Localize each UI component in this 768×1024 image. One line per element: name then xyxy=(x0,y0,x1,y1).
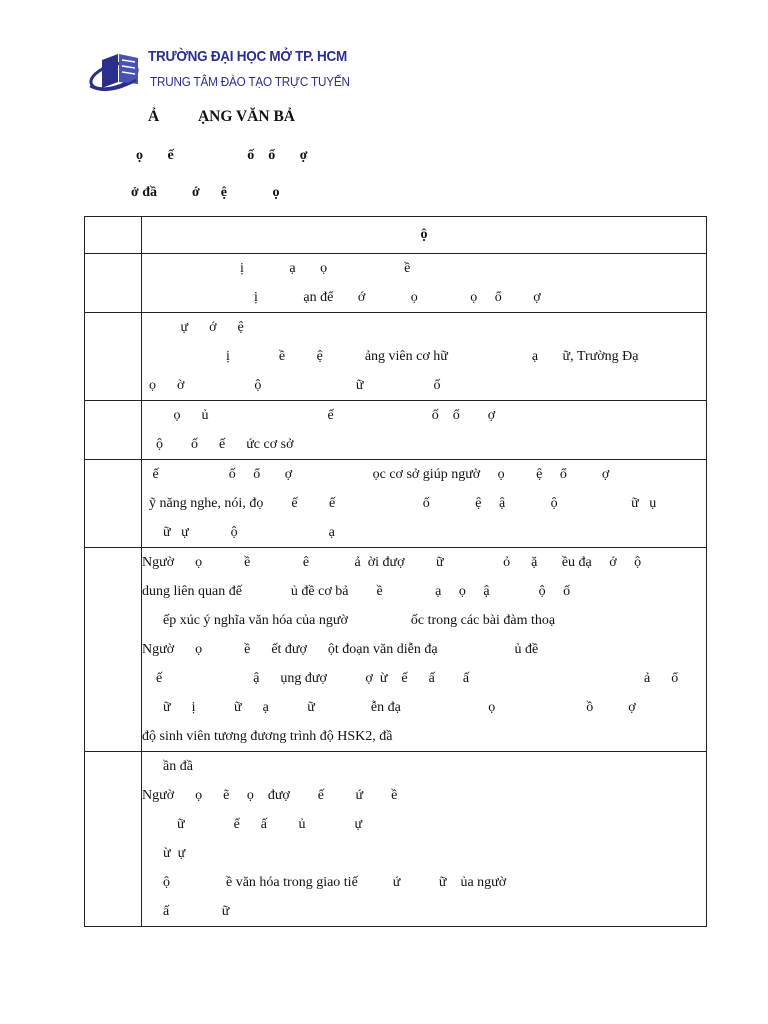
table-cell xyxy=(85,752,142,927)
table-line: ị ạn để ớ ọ ọ ổ ợ xyxy=(142,290,541,305)
table-cell xyxy=(142,254,707,313)
table-cell xyxy=(142,752,707,927)
table-line: ị ạ ọ ề xyxy=(142,261,411,276)
table-header-cell xyxy=(142,217,707,254)
university-logo xyxy=(88,42,350,98)
table-line: ế ố ổ ợ ọc cơ sở giúp ngườ ọ ệ ổ ợ xyxy=(142,467,610,482)
table-line: ữ ự ộ ạ xyxy=(142,525,335,540)
table-line: ữ ế ấ ủ ự xyxy=(142,817,363,832)
table-line: ộ ề văn hóa trong giao tiế ứ ữ ủa ngườ xyxy=(142,875,507,890)
table-line: ự ớ ệ xyxy=(142,320,244,335)
table-line: ỹ năng nghe, nói, đọ ế ế ố ệ ậ ộ ữ ụ xyxy=(142,496,657,511)
table-line: ọ ờ ộ ữ ố xyxy=(142,378,441,393)
table-row xyxy=(85,460,707,548)
document-title: Ả ẠNG VĂN BẢ xyxy=(148,108,295,125)
table-row xyxy=(85,313,707,401)
book-wave-logo-icon xyxy=(88,42,150,98)
table-line: ần đầ xyxy=(142,759,193,774)
table-line: ấ ữ xyxy=(142,904,230,919)
table-cell xyxy=(142,460,707,548)
table-line: ộ ố ế ức cơ sở xyxy=(142,437,294,452)
table-row xyxy=(85,548,707,752)
table-line: ữ ị ữ ạ ữ ễn đạ ọ ồ ợ xyxy=(142,700,636,715)
table-cell xyxy=(142,401,707,460)
table-row xyxy=(85,254,707,313)
table-cell xyxy=(85,460,142,548)
table-line: Ngườ ọ ề ết đượ ột đoạn văn diễn đạ ủ đề xyxy=(142,642,539,657)
table-line: ế ậ ụng đượ ợ ừ ế ấ ấ ả ổ xyxy=(142,671,679,686)
table-line: ếp xúc ý nghĩa văn hóa của ngườ ốc trong các bài đàm thoạ xyxy=(142,613,556,628)
table-line: dung liên quan đế ủ đề cơ bả ề ạ ọ ậ ộ ố xyxy=(142,584,571,599)
table-line: Ngườ ọ ề ê ả ời đượ ữ ỏ ặ ều đạ ớ ộ xyxy=(142,555,642,570)
table-cell xyxy=(85,548,142,752)
table-line: Ngườ ọ ẽ ọ đượ ế ứ ề xyxy=(142,788,398,803)
syllabus-table xyxy=(84,216,707,927)
table-row xyxy=(85,752,707,927)
course-name-line: ọ ế ố ổ ợ xyxy=(136,148,308,163)
university-name: TRƯỜNG ĐẠI HỌC MỞ TP. HCM xyxy=(148,48,347,65)
table-row xyxy=(85,401,707,460)
table-line: độ sinh viên tương đương trình độ HSK2, đầ xyxy=(142,729,393,744)
table-cell xyxy=(85,254,142,313)
table-cell xyxy=(142,313,707,401)
table-cell xyxy=(85,313,142,401)
table-cell xyxy=(85,217,142,254)
table-header-row xyxy=(85,217,707,254)
table-line: ừ ự xyxy=(142,846,186,861)
table-header-text: ộ xyxy=(420,227,428,242)
center-name: TRUNG TÂM ĐÀO TẠO TRỰC TUYẾN xyxy=(150,74,350,89)
table-line: ọ ủ ế ố ổ ợ xyxy=(142,408,496,423)
table-cell xyxy=(142,548,707,752)
table-line: ị ề ệ ảng viên cơ hữ ạ ữ, Trường Đạ xyxy=(142,349,639,364)
course-info-line: ở đầ ớ ệ ọ xyxy=(131,185,280,200)
table-cell xyxy=(85,401,142,460)
